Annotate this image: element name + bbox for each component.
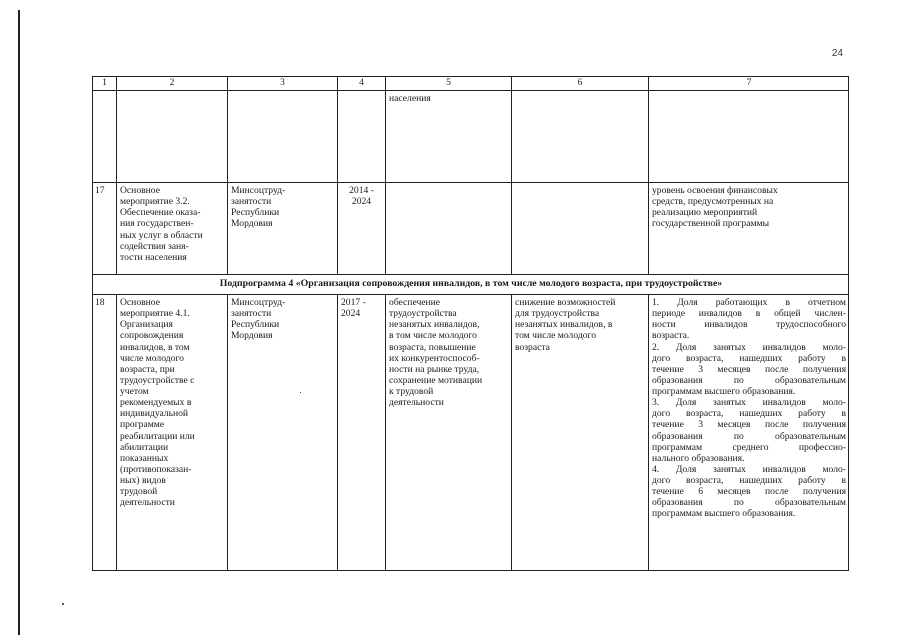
continuation-cell-result (385, 90, 511, 182)
continuation-cell-consequence (511, 90, 648, 182)
continuation-cell-event (116, 90, 227, 182)
row18-consequence (511, 294, 648, 571)
cell-line: Мордовия (231, 218, 273, 230)
cell-line: возраста. (652, 330, 690, 342)
cell-line: Организация (120, 319, 173, 331)
cell-line: трудоустройстве с (120, 374, 195, 386)
scan-speck (62, 603, 64, 605)
cell-line: 2017 - (341, 297, 366, 308)
cell-line: программам высшего образования. (652, 386, 796, 397)
cell-line: незанятых инвалидов, в (515, 319, 613, 331)
cell-line: индивидуальной (120, 408, 189, 420)
cell-line: сопровождения (120, 330, 184, 342)
cell-line: в том числе молодого (389, 330, 477, 342)
cell-line: Республики (231, 207, 280, 219)
cell-line: возраста, при (120, 363, 175, 375)
cell-line: снижение возможностей (515, 297, 616, 308)
row17-event (116, 182, 227, 274)
row17-executor (227, 182, 337, 274)
row17-period (337, 182, 385, 274)
continuation-cell-period (337, 90, 385, 182)
cell-line: том числе молодого (515, 330, 597, 342)
cell-line: государственной программы (652, 218, 770, 230)
cell-line: программе (120, 419, 165, 431)
cell-line: образования по образовательным (652, 430, 846, 442)
row17-result (385, 182, 511, 274)
cell-line: деятельности (120, 497, 175, 509)
continuation-cell-executor (227, 90, 337, 182)
column-header-3: 3 (227, 76, 337, 90)
cell-line: числе молодого (120, 352, 184, 364)
cell-line: течение 3 месяцев после получения (652, 419, 846, 431)
program-table (92, 76, 849, 571)
cell-line: 1. Доля работающих в отчетном (652, 297, 846, 308)
cell-line: 2. Доля занятых инвалидов моло- (652, 341, 846, 353)
row17-consequence (511, 182, 648, 274)
cell-line: течение 3 месяцев после получения (652, 363, 846, 375)
cell-line: 4. Доля занятых инвалидов моло- (652, 463, 846, 475)
row17-indicators (648, 182, 849, 274)
cell-line: ных) видов (120, 475, 166, 486)
cell-line: их конкурентоспособ- (389, 352, 480, 364)
cell-line: Республики (231, 319, 280, 331)
column-header-6: 6 (511, 76, 648, 90)
cell-line: Основное (120, 185, 160, 196)
cell-line: ности на рынке труда, (389, 363, 480, 375)
cell-line: трудоустройства (389, 308, 457, 320)
row18-period (337, 294, 385, 571)
column-header-2: 2 (116, 76, 227, 90)
cell-line: 3. Доля занятых инвалидов моло- (652, 397, 846, 409)
cell-line: нального образования. (652, 452, 745, 464)
cell-line: возраста (515, 341, 550, 353)
cell-line: обеспечение (389, 297, 441, 308)
cell-line: занятости (231, 196, 272, 208)
row18-result (385, 294, 511, 571)
cell-line: деятельности (389, 397, 444, 409)
continuation-cell-indicators (648, 90, 849, 182)
column-header-4: 4 (337, 76, 385, 90)
cell-line: (противопоказан- (120, 463, 192, 475)
cell-line: 2024 (341, 308, 361, 320)
cell-line: реализацию мероприятий (652, 207, 758, 219)
cell-line: населения (389, 93, 431, 104)
column-header-1: 1 (92, 76, 116, 90)
cell-line: дого возраста, нашедших работу в (652, 475, 846, 486)
cell-line: возраста, повышение (389, 341, 476, 353)
cell-line: показанных (120, 452, 169, 464)
cell-line: ности инвалидов трудоспособного (652, 319, 846, 331)
column-header-7: 7 (648, 76, 849, 90)
cell-line: абилитации (120, 441, 169, 453)
row17-number: 17 (92, 182, 116, 274)
continuation-cell-number (92, 90, 116, 182)
cell-line: дого возраста, нашедших работу в (652, 352, 846, 364)
cell-line: для трудоустройства (515, 308, 600, 320)
cell-line: программам среднего профессио- (652, 441, 846, 453)
cell-line: Основное (120, 297, 160, 308)
cell-line: Обеспечение оказа- (120, 207, 201, 219)
cell-line: образования по образовательным (652, 374, 846, 386)
page-number: 24 (831, 48, 843, 59)
cell-line: мероприятие 3.2. (120, 196, 190, 208)
cell-line: дого возраста, нашедших работу в (652, 408, 846, 420)
binding-margin-line (18, 10, 20, 635)
cell-line: рекомендуемых в (120, 397, 192, 409)
cell-line: программам высшего образования. (652, 508, 796, 520)
row18-executor (227, 294, 337, 571)
subprogram-heading: Подпрограмма 4 «Организация сопровождения инвалидов, в том числе молодого возраста, при трудоустройстве» (92, 274, 849, 294)
cell-line: средств, предусмотренных на (652, 196, 774, 208)
row18-indicators (648, 294, 849, 571)
cell-line: 2024 (351, 196, 372, 208)
cell-line: мероприятие 4.1. (120, 308, 190, 320)
cell-line: течение 6 месяцев после получения (652, 486, 846, 498)
cell-line: ных услуг в области (120, 229, 203, 241)
cell-line: учетом (120, 386, 149, 397)
row18-number: 18 (92, 294, 116, 571)
cell-line: содействия заня- (120, 240, 189, 252)
cell-line: к трудовой (389, 386, 434, 397)
cell-line: сохранение мотивации (389, 374, 483, 386)
cell-line: периоде инвалидов в общей числен- (652, 308, 846, 320)
cell-line: ния государствен- (120, 218, 194, 230)
cell-line: незанятых инвалидов, (389, 319, 480, 331)
column-header-5: 5 (385, 76, 511, 90)
cell-line: уровень освоения финансовых (652, 185, 778, 196)
cell-line: занятости (231, 308, 272, 320)
row18-event (116, 294, 227, 571)
cell-line: образования по образовательным (652, 497, 846, 509)
cell-line: инвалидов, в том (120, 341, 190, 353)
cell-line: реабилитации или (120, 430, 195, 442)
cell-line: тости населения (120, 251, 187, 263)
cell-line: Минсоцтруд- (231, 297, 286, 308)
cell-line: Минсоцтруд- (231, 185, 286, 196)
cell-line: Мордовия (231, 330, 273, 342)
cell-line: трудовой (120, 486, 158, 498)
cell-line: 2014 - (349, 185, 374, 196)
